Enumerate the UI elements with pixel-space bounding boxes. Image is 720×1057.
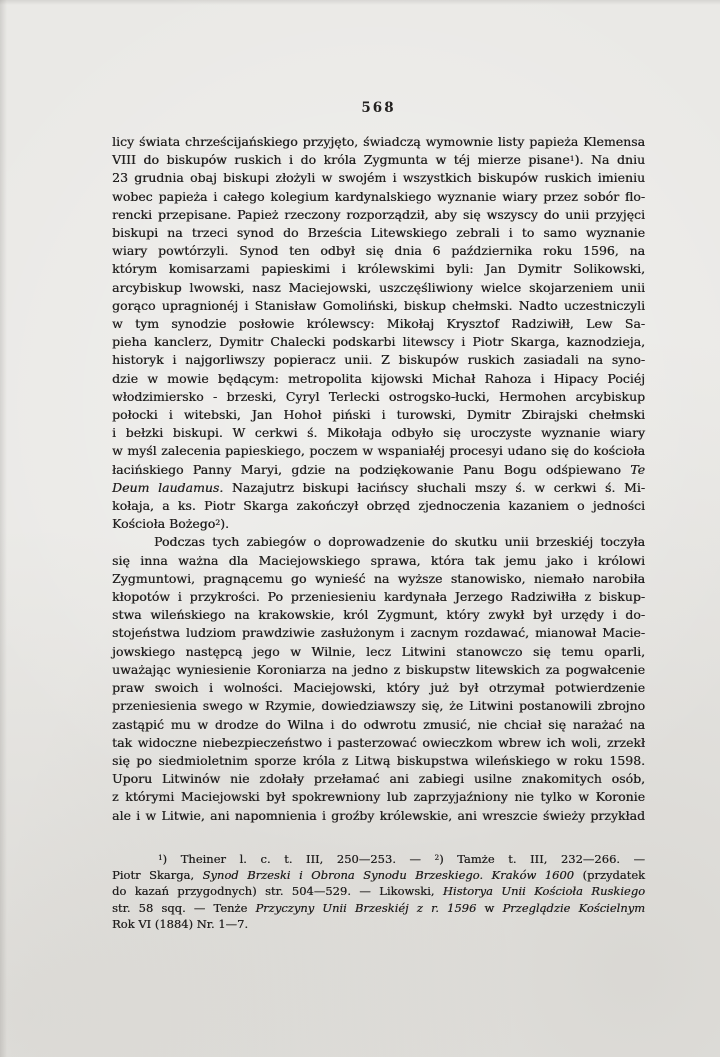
- text-segment: Kościoła Bożego: [112, 516, 216, 532]
- text-line: [112, 333, 645, 351]
- text-line: [112, 788, 645, 806]
- text-line: [112, 442, 645, 460]
- text-segment: ). Na dniu: [574, 152, 645, 168]
- footnote-marker: 2: [434, 852, 440, 862]
- text-line: [112, 297, 645, 315]
- text-line: [112, 867, 645, 883]
- text-segment: rencki przepisane. Papież rzeczony rozporządził, aby się wszyscy do unii przyjęci: [112, 206, 645, 222]
- text-segment: włodzimiersko - brzeski, Cyryl Terlecki ostrogsko-łucki, Hermohen arcybiskup: [112, 388, 645, 404]
- text-line: [112, 242, 645, 260]
- text-line: [112, 807, 645, 825]
- text-line: [112, 515, 645, 533]
- text-segment: się inna ważna dla Maciejowskiego sprawa, która tak jemu jako i królowi: [112, 552, 645, 568]
- text-segment: ale i w Litwie, ani napomnienia i groźby królewskie, ani wreszcie świeży przykład: [112, 807, 645, 823]
- text-segment: łacińskiego Panny Maryi, gdzie na podziękowanie Panu Bogu odśpiewano: [112, 461, 631, 477]
- text-segment: w myśl zalecenia papieskiego, poczem w wspaniałéj procesyi udano się do kościoła: [112, 443, 645, 459]
- text-line: [112, 224, 645, 242]
- text-line: [112, 552, 645, 570]
- body-text: [112, 133, 645, 825]
- text-segment: gorąco upragnionéj i Stanisław Gomoliński, biskup chełmski. Nadto uczestniczyli: [112, 297, 645, 313]
- footnote-marker: 1: [569, 153, 575, 163]
- footnote-marker: 1: [158, 852, 163, 862]
- text-segment: kłopotów i przykrości. Po przeniesieniu kardynała Jerzego Radziwiłła z biskup-: [112, 589, 645, 605]
- text-line: [112, 279, 645, 297]
- text-segment: stojeństwa ludziom prawdziwie zasłużonym i zacnym rozdawać, mianował Macie-: [112, 625, 645, 641]
- text-line: [112, 188, 645, 206]
- text-segment: 23 grudnia obaj biskupi złożyli w swojém i wszystkich biskupów ruskich imieniu: [112, 170, 645, 186]
- text-line: [112, 570, 645, 588]
- text-segment: dzie w mowie będącym: metropolita kijowski Michał Rahoza i Hipacy Pociéj: [112, 370, 645, 386]
- text-segment: jowskiego następcą jego w Wilnie, lecz Litwini stanowczo się temu oparli,: [112, 643, 645, 659]
- text-segment: Piotr Skarga,: [112, 868, 203, 883]
- text-segment: licy świata chrześcijańskiego przyjęto, świadczą wymownie listy papieża Klemensa: [112, 134, 645, 149]
- page-number: 568: [361, 100, 396, 116]
- italic-text-segment: Te: [630, 461, 645, 477]
- text-line: [112, 900, 645, 916]
- text-line: [112, 697, 645, 715]
- text-line: [112, 661, 645, 679]
- footnote-block: [112, 851, 645, 932]
- text-segment: pieha kanclerz, Dymitr Chalecki podskarbi litewscy i Piotr Skarga, kaznodzieja,: [112, 334, 645, 350]
- text-segment: stwa wileńskiego na krakowskie, król Zygmunt, który zwykł był urzędy i do-: [112, 607, 645, 623]
- text-segment: Uporu Litwinów nie zdołały przełamać ani zabiegi usilne znakomitych osób,: [112, 771, 645, 787]
- text-segment: arcybiskup lwowski, nasz Maciejowski, uszczęśliwiony wielce skojarzeniem unii: [112, 279, 645, 295]
- text-line: [112, 133, 645, 151]
- text-line: [112, 169, 645, 187]
- text-segment: Nazajutrz biskupi łacińscy słuchali mszy ś. w cerkwi ś. Mi-: [223, 479, 645, 495]
- text-line: [112, 734, 645, 752]
- text-segment: ) Theiner l. c. t. III, 250—253. —: [162, 852, 435, 866]
- text-segment: się po siedmioletnim sporze króla z Litwą biskupstwa wileńskiego w roku 1598.: [112, 752, 645, 768]
- footnote-citations: [112, 851, 645, 932]
- text-line: [112, 206, 645, 224]
- text-segment: str. 58 sqq. — Tenże: [112, 900, 256, 915]
- text-segment: Podczas tych zabiegów o doprowadzenie do skutku unii brzeskiéj toczyła: [154, 534, 645, 550]
- text-line: [112, 461, 645, 479]
- text-line: [112, 315, 645, 333]
- italic-text-segment: Przeglądzie Kościelnym: [502, 900, 646, 915]
- text-line: [112, 851, 645, 867]
- italic-text-segment: Historya Unii Kościoła Ruskiego: [442, 884, 645, 899]
- footnote-marker: 2: [215, 517, 221, 527]
- text-segment: przeniesienia swego w Rzymie, dowiedziawszy się, że Litwini postanowili zbrojno: [112, 698, 645, 714]
- text-line: [112, 260, 645, 278]
- text-line: [112, 497, 645, 515]
- text-line: [112, 752, 645, 770]
- text-segment: w tym synodzie posłowie królewscy: Mikołaj Krysztof Radziwiłł, Lew Sa-: [112, 316, 645, 332]
- text-line: [112, 679, 645, 697]
- italic-text-segment: Deum laudamus.: [112, 479, 224, 495]
- text-segment: biskupi na trzeci synod do Brześcia Litewskiego zebrali i to samo wyznanie: [112, 225, 645, 241]
- text-line: [112, 916, 645, 932]
- text-line: [112, 643, 645, 661]
- text-segment: w: [476, 900, 503, 915]
- text-line: [112, 388, 645, 406]
- text-line: [112, 588, 645, 606]
- text-segment: [483, 868, 492, 882]
- text-line: [112, 351, 645, 369]
- text-segment: VIII do biskupów ruskich i do króla Zygmunta w téj mierze pisane: [112, 152, 570, 168]
- text-line: [112, 424, 645, 442]
- text-line: [112, 479, 645, 497]
- italic-text-segment: Synod Brzeski i Obrona Synodu Brzeskiego.: [202, 868, 484, 883]
- text-line: [112, 606, 645, 624]
- paragraph-maciejowski-vilnius: [112, 533, 645, 824]
- text-segment: praw swoich i wolności. Maciejowski, który już był otrzymał potwierdzenie: [112, 680, 645, 696]
- text-segment: Rok VI (1884) Nr. 1—7.: [112, 916, 249, 931]
- text-line: [112, 716, 645, 734]
- text-segment: z którymi Maciejowski był spokrewniony lub zaprzyjaźniony nie tylko w Koronie: [112, 789, 645, 805]
- text-line: [112, 151, 645, 169]
- text-segment: ) Tamże t. III, 232—266. —: [439, 852, 646, 866]
- text-segment: historyk i najgorliwszy popieracz unii. Z biskupów ruskich zasiadali na syno-: [112, 352, 645, 368]
- text-segment: ).: [220, 516, 229, 532]
- text-line: [112, 370, 645, 388]
- text-segment: (przydatek: [574, 868, 646, 883]
- text-segment: Zygmuntowi, pragnącemu go wynieść na wyższe stanowisko, niemało narobiła: [112, 570, 645, 586]
- text-segment: kołaja, a ks. Piotr Skarga zakończył obrzęd zjednoczenia kazaniem o jedności: [112, 498, 645, 514]
- text-segment: uważając wyniesienie Koroniarza na jedno z biskupstw litewskich za pogwałcenie: [112, 661, 645, 677]
- italic-text-segment: Przyczyny Unii Brzeskiéj z r. 1596: [255, 900, 477, 915]
- text-segment: tak widoczne niebezpieczeństwo i pasterzować owieczkom wbrew ich woli, zrzekł: [112, 734, 645, 750]
- text-line: [112, 533, 645, 551]
- text-line: [112, 883, 645, 899]
- text-segment: połocki i witebski, Jan Hohoł piński i turowski, Dymitr Zbirajski chełmski: [112, 407, 645, 423]
- text-segment: zastąpić mu w drodze do Wilna i do odwrotu zmusić, nie chciał się narażać na: [112, 716, 645, 732]
- paragraph-union-synod: [112, 133, 645, 533]
- text-segment: którym komisarzami papieskimi i królewskimi byli: Jan Dymitr Solikowski,: [112, 261, 645, 277]
- text-line: [112, 406, 645, 424]
- text-segment: wiary powtórzyli. Synod ten odbył się dnia 6 października roku 1596, na: [112, 243, 645, 259]
- italic-text-segment: Kraków 1600: [491, 868, 574, 883]
- text-segment: wobec papieża i całego kolegium kardynalskiego wyznanie wiary przez sobór flo-: [112, 188, 645, 204]
- text-segment: i bełzki biskupi. W cerkwi ś. Mikołaja odbyło się uroczyste wyznanie wiary: [112, 425, 645, 441]
- text-line: [112, 624, 645, 642]
- text-segment: do kazań przygodnych) str. 504—529. — Likowski,: [112, 884, 443, 899]
- text-line: [112, 770, 645, 788]
